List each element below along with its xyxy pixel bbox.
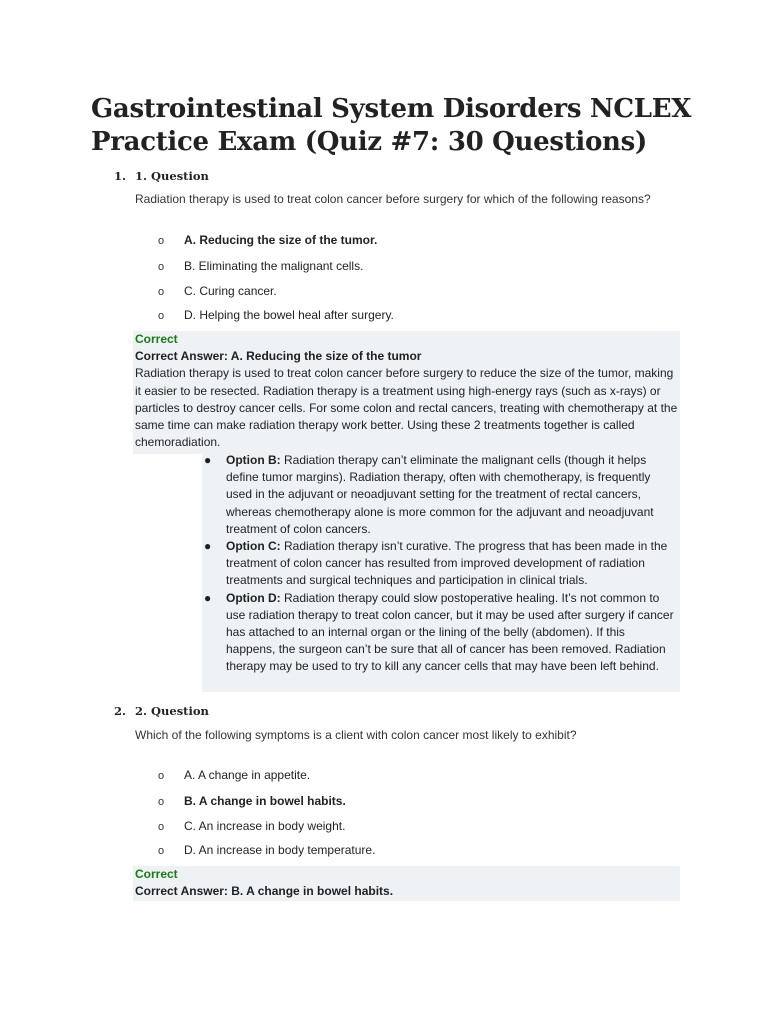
- option-bullet: o: [158, 796, 165, 808]
- question-2-text: Which of the following symptoms is a client with colon cancer most likely to exhibit?: [135, 728, 577, 742]
- rationale-option-c: [202, 538, 680, 590]
- option-label: D. An increase in body temperature.: [184, 843, 376, 857]
- option-bullet: o: [158, 770, 165, 782]
- option-label: D. Helping the bowel heal after surgery.: [184, 308, 394, 322]
- rationale-option-d: [202, 590, 680, 676]
- question-1-option-c[interactable]: [158, 284, 277, 298]
- question-2-option-d[interactable]: [158, 843, 375, 857]
- bullet-dot-icon: ●: [204, 453, 212, 467]
- question-1-option-b[interactable]: [158, 259, 363, 273]
- option-label: C. An increase in body weight.: [184, 819, 346, 833]
- option-bullet: o: [158, 286, 165, 298]
- option-bullet: o: [158, 821, 165, 833]
- rationale-text: Radiation therapy could slow postoperative healing. It’s not common to use radiation therapy to treat colon cancer, but it may be used after surgery if cancer has attached to an internal organ or the lining of the belly (abdomen). If this happens, the surgeon can’t be sure that all of cancer has been removed. Radiation therapy may be used to try to kill any cancer cells that may have been left behind.: [226, 590, 674, 674]
- option-bullet: o: [158, 261, 165, 273]
- rationale-label: Option C:: [226, 539, 281, 554]
- option-label: A. A change in appetite.: [184, 768, 311, 782]
- question-1-label: 1. Question: [135, 169, 209, 183]
- question-2-feedback: [133, 866, 680, 901]
- question-2-option-b[interactable]: [158, 794, 346, 808]
- question-1-feedback: [133, 331, 680, 454]
- question-2-number: 2.: [114, 704, 127, 718]
- question-2-option-a[interactable]: [158, 768, 310, 782]
- feedback-status: Correct: [135, 332, 178, 346]
- feedback-status: Correct: [135, 867, 178, 881]
- answer-explanation: Radiation therapy is used to treat colon cancer before surgery to reduce the size of the tumor, making it easier to be resected. Radiation therapy is a treatment using high-energy rays (such as x-rays) or particles to destroy cancer cells. For some colon and rectal cancers, treating with chemotherapy at the same time can make radiation therapy work better. Using these 2 treatments together is called chemoradiation.: [135, 366, 678, 450]
- correct-answer: Correct Answer: B. A change in bowel habits.: [135, 884, 394, 899]
- question-1-text: Radiation therapy is used to treat colon cancer before surgery for which of the following reasons?: [135, 192, 651, 206]
- bullet-dot-icon: ●: [204, 590, 212, 605]
- option-label: C. Curing cancer.: [184, 284, 277, 298]
- question-1-option-a[interactable]: [158, 233, 377, 247]
- rationale-label: Option D:: [226, 590, 281, 605]
- question-1-header: [114, 169, 209, 183]
- question-1-number: 1.: [114, 169, 127, 183]
- bullet-dot-icon: ●: [204, 539, 212, 554]
- option-bullet: o: [158, 235, 165, 247]
- option-label: B. Eliminating the malignant cells.: [184, 259, 364, 273]
- correct-answer: Correct Answer: A. Reducing the size of the tumor: [135, 349, 422, 364]
- question-2-label: 2. Question: [135, 704, 209, 718]
- page-title: Gastrointestinal System Disorders NCLEX Practice Exam (Quiz #7: 30 Questions): [91, 94, 692, 157]
- option-label: B. A change in bowel habits.: [184, 794, 346, 808]
- option-label: A. Reducing the size of the tumor.: [184, 233, 378, 247]
- question-2-header: [114, 704, 209, 718]
- option-bullet: o: [158, 310, 165, 322]
- option-bullet: o: [158, 845, 165, 857]
- rationale-option-b: [202, 452, 680, 538]
- question-2-option-c[interactable]: [158, 819, 345, 833]
- question-1-option-d[interactable]: [158, 308, 394, 322]
- question-1-rationales: [202, 452, 680, 692]
- rationale-text: Radiation therapy can’t eliminate the malignant cells (though it helps define tumor margins). Radiation therapy, often with chemotherapy, is frequently used in the adjuvant or neoadjuvant setting for the treatment of rectal cancers, whereas chemotherapy alone is more common for the adjuvant and neoadjuvant treatment of colon cancers.: [226, 453, 654, 536]
- rationale-text: Radiation therapy isn’t curative. The progress that has been made in the treatment of colon cancer has resulted from improved development of radiation treatments and surgical techniques and participation in clinical trials.: [226, 539, 668, 588]
- rationale-label: Option B:: [226, 453, 281, 467]
